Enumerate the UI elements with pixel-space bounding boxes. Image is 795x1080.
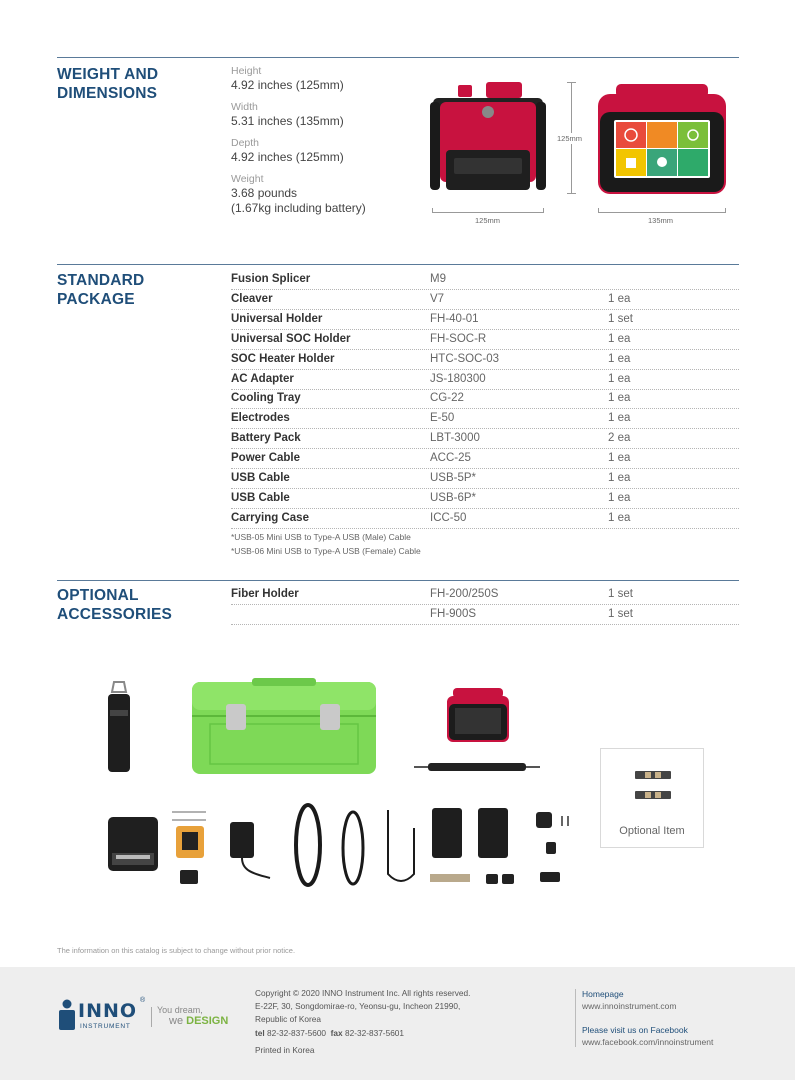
splicer-side-view-image [428, 80, 548, 200]
homepage-link[interactable]: www.innoinstrument.com [582, 1001, 677, 1011]
height-value: 4.92 inches (125mm) [231, 78, 344, 92]
item-quantity: 1 ea [608, 392, 631, 405]
footer-links-divider [575, 989, 576, 1047]
item-quantity: 1 ea [608, 352, 631, 365]
item-quantity: 1 ea [608, 332, 631, 345]
item-name: Cleaver [231, 292, 273, 305]
item-model: LBT-3000 [430, 432, 480, 445]
item-model: HTC-SOC-03 [430, 352, 500, 365]
item-name: Cooling Tray [231, 392, 301, 405]
usb-cable-6p-image [384, 808, 418, 886]
item-quantity: 1 ea [608, 511, 631, 524]
item-name: Universal Holder [231, 312, 323, 325]
homepage-block [582, 988, 676, 1012]
power-cable-image [290, 798, 326, 892]
depth-dimension-cap-right [543, 208, 544, 213]
electrodes-image [534, 810, 574, 886]
weight-dimensions-title: WEIGHT AND DIMENSIONS [57, 66, 159, 102]
width-value: 5.31 inches (135mm) [231, 114, 344, 128]
facebook-block [582, 1024, 713, 1048]
table-row [231, 489, 739, 509]
usb-cable-5p-image [338, 804, 368, 890]
disclaimer-text: The information on this catalog is subject to change without prior notice. [57, 946, 296, 955]
section-divider-optional [57, 580, 739, 581]
dimension-list [231, 64, 421, 216]
weight-value: 3.68 pounds (1.67kg including battery) [231, 186, 366, 215]
table-row [231, 389, 739, 409]
item-quantity: 1 ea [608, 491, 631, 504]
inno-logo-mark [57, 999, 77, 1031]
table-row [231, 585, 739, 605]
section-divider-weight [57, 57, 739, 58]
height-dimension-cap-bottom [567, 193, 576, 194]
item-name: Battery Pack [231, 432, 301, 445]
depth-dimension-cap-left [432, 208, 433, 213]
item-quantity: 1 ea [608, 372, 631, 385]
fiber-holder-image [633, 769, 673, 803]
item-model: FH-200/250S [430, 588, 499, 600]
table-row [231, 350, 739, 370]
standard-package-title: STANDARD PACKAGE [57, 272, 145, 308]
item-name: Fiber Holder [231, 588, 299, 600]
item-model: M9 [430, 273, 446, 285]
homepage-label: Homepage [582, 989, 624, 999]
copyright-text: Copyright © 2020 INNO Instrument Inc. All rights reserved. [255, 988, 471, 998]
hand-strap-image [412, 758, 542, 776]
item-name: USB Cable [231, 491, 290, 504]
table-row [231, 310, 739, 330]
table-row [231, 469, 739, 489]
optional-item-label: Optional Item [619, 825, 685, 837]
item-quantity: 1 set [608, 607, 633, 620]
address-line-1: E-22F, 30, Songdomirae-ro, Yeonsu-gu, Incheon 21990, [255, 1001, 461, 1012]
battery-pack-image [430, 806, 520, 886]
splicer-front-view-image [596, 84, 728, 196]
item-name: Fusion Splicer [231, 273, 311, 285]
logo-wordmark: INNO [78, 1000, 138, 1022]
item-quantity: 1 ea [608, 472, 631, 484]
width-measure-label: 135mm [648, 216, 674, 225]
table-row [231, 370, 739, 390]
depth-measure-label: 125mm [475, 216, 501, 225]
table-row [231, 409, 739, 429]
facebook-link[interactable]: www.facebook.com/innoinstrument [582, 1037, 714, 1047]
width-label: Width [231, 101, 258, 113]
weight-label: Weight [231, 173, 264, 185]
table-row [231, 429, 739, 449]
item-model: FH-900S [430, 607, 477, 620]
section-divider-package [57, 264, 739, 265]
table-row [231, 330, 739, 350]
height-measure-label: 125mm [557, 134, 583, 143]
splicer-thumbnail-image [445, 688, 511, 744]
printed-in: Printed in Korea [255, 1044, 315, 1055]
table-row [231, 449, 739, 469]
package-note-1: *USB-05 Mini USB to Type-A USB (Male) Cable [231, 532, 411, 542]
slogan: You dream, we DESIGN [157, 1005, 229, 1027]
item-model: V7 [430, 292, 445, 305]
universal-holder-image [170, 808, 210, 888]
item-model: ACC-25 [430, 452, 471, 465]
table-row [231, 290, 739, 310]
logo-registered: ® [140, 997, 146, 1004]
item-name: Universal SOC Holder [231, 332, 351, 345]
item-name: AC Adapter [231, 372, 294, 385]
item-quantity: 2 ea [608, 432, 631, 445]
item-model: E-50 [430, 412, 455, 425]
item-quantity: 1 set [608, 312, 633, 325]
height-dimension-cap-top [567, 82, 576, 83]
package-note-2: *USB-06 Mini USB to Type-A USB (Female) Cable [231, 546, 421, 556]
address-line-2: Republic of Korea [255, 1014, 321, 1025]
item-model: ICC-50 [430, 511, 467, 524]
depth-label: Depth [231, 137, 260, 149]
cleaver-image [106, 815, 160, 873]
item-model: JS-180300 [430, 372, 486, 385]
item-name: Carrying Case [231, 511, 309, 524]
optional-accessories-title: OPTIONAL ACCESSORIES [57, 587, 173, 623]
table-row [231, 605, 739, 625]
item-name: USB Cable [231, 472, 290, 484]
item-model: USB-6P* [430, 491, 477, 504]
item-quantity: 1 ea [608, 292, 631, 305]
item-quantity: 1 ea [608, 412, 631, 425]
company-info [255, 987, 470, 1057]
table-row [231, 270, 739, 290]
logo-subtitle: INSTRUMENT [80, 1023, 131, 1030]
inno-logo [57, 999, 147, 1033]
contact-phones: tel 82-32-837-5600 fax 82-32-837-5601 [255, 1027, 405, 1038]
width-dimension-line [598, 212, 726, 213]
width-dimension-cap-left [598, 208, 599, 213]
depth-value: 4.92 inches (125mm) [231, 150, 344, 164]
item-model: FH-40-01 [430, 312, 479, 325]
ac-adapter-image [226, 820, 280, 880]
height-label: Height [231, 65, 262, 77]
depth-dimension-line [432, 212, 544, 213]
optional-item-box [600, 748, 704, 848]
item-quantity: 1 ea [608, 452, 631, 465]
item-model: CG-22 [430, 392, 464, 405]
item-name: SOC Heater Holder [231, 352, 335, 365]
item-model: FH-SOC-R [430, 332, 487, 345]
table-row [231, 509, 739, 529]
carrying-case-image [190, 676, 378, 776]
width-dimension-cap-right [725, 208, 726, 213]
item-name: Electrodes [231, 412, 290, 425]
footer [0, 967, 795, 1080]
item-quantity: 1 set [608, 588, 633, 600]
item-name: Power Cable [231, 452, 301, 465]
logo-divider [151, 1007, 152, 1027]
item-model: USB-5P* [430, 472, 477, 484]
shoulder-strap-image [104, 680, 134, 775]
facebook-label: Please visit us on Facebook [582, 1025, 688, 1035]
